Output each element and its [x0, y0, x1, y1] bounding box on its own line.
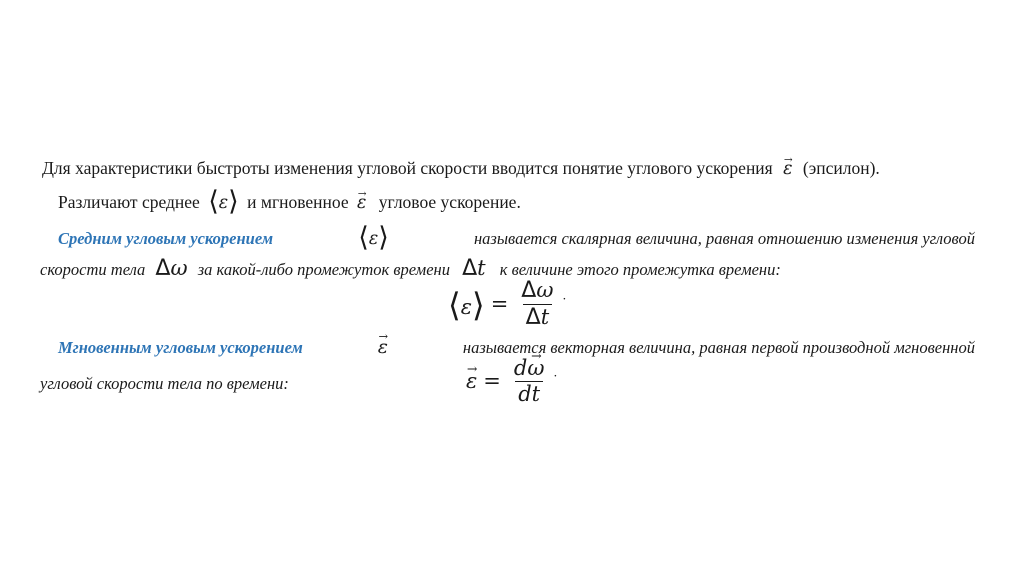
omega-vector-symbol: → ω [527, 358, 544, 379]
term-mean-angular-acceleration: Средним угловым ускорением [58, 229, 274, 248]
epsilon-vector-symbol: → ε [378, 338, 388, 357]
interval-magnitude-text: к величине этого промежутка времени: [499, 260, 781, 279]
term-instant-angular-acceleration: Мгновенным угловым ускорением [58, 338, 303, 357]
definition-mean-text: называется скалярная величина, равная отношению изменения угловой [473, 229, 975, 248]
equals-sign: = [483, 369, 501, 393]
epsilon-vector-symbol: → ε [357, 195, 366, 213]
distinguish-text: Различают среднее [58, 192, 200, 212]
mean-epsilon-lhs: ⟨ε⟩ [448, 286, 485, 325]
fraction-numerator: d→ ω [511, 358, 548, 381]
formula-mean-angular-acceleration [448, 280, 566, 329]
fraction-numerator: Δω [521, 278, 554, 303]
formula-instant-angular-acceleration [466, 358, 557, 405]
formula-dot: · [562, 291, 567, 306]
time-interval-text: за какой-либо промежуток времени [197, 260, 450, 279]
epsilon-vector-symbol: → ε [783, 161, 792, 179]
definition-mean-line-1 [58, 222, 975, 254]
fraction-denominator: dt [515, 381, 543, 405]
angular-accel-text: угловое ускорение. [378, 192, 521, 212]
definition-instant-text: называется векторная величина, равная первой производной мгновенной [462, 338, 975, 357]
intro-text: Для характеристики быстроты изменения угловой скорости вводится понятие углового ускорения [42, 158, 773, 178]
definition-mean-line-2 [40, 258, 781, 280]
epsilon-vector-lhs: → ε [466, 371, 477, 392]
mean-epsilon-symbol: ⟨ε⟩ [208, 186, 239, 218]
delta-omega-symbol: Δω [155, 256, 188, 281]
fraction [518, 280, 556, 329]
mean-epsilon-symbol: ⟨ε⟩ [358, 222, 389, 254]
fraction [511, 358, 548, 405]
definition-instant-line-2 [40, 376, 289, 393]
and-instant-text: и мгновенное [247, 192, 349, 212]
delta-t-symbol: Δt [462, 256, 486, 281]
fraction-denominator: Δt [523, 304, 553, 329]
body-velocity-text: скорости тела [40, 260, 146, 279]
definition-instant-line-1 [58, 338, 975, 357]
intro-line-2 [58, 186, 521, 218]
body-velocity-time-text: угловой скорости тела по времени: [40, 374, 289, 393]
formula-dot: · [553, 368, 558, 383]
intro-tail: (эпсилон). [802, 158, 880, 178]
intro-line-1 [42, 160, 880, 179]
equals-sign: = [490, 292, 509, 317]
